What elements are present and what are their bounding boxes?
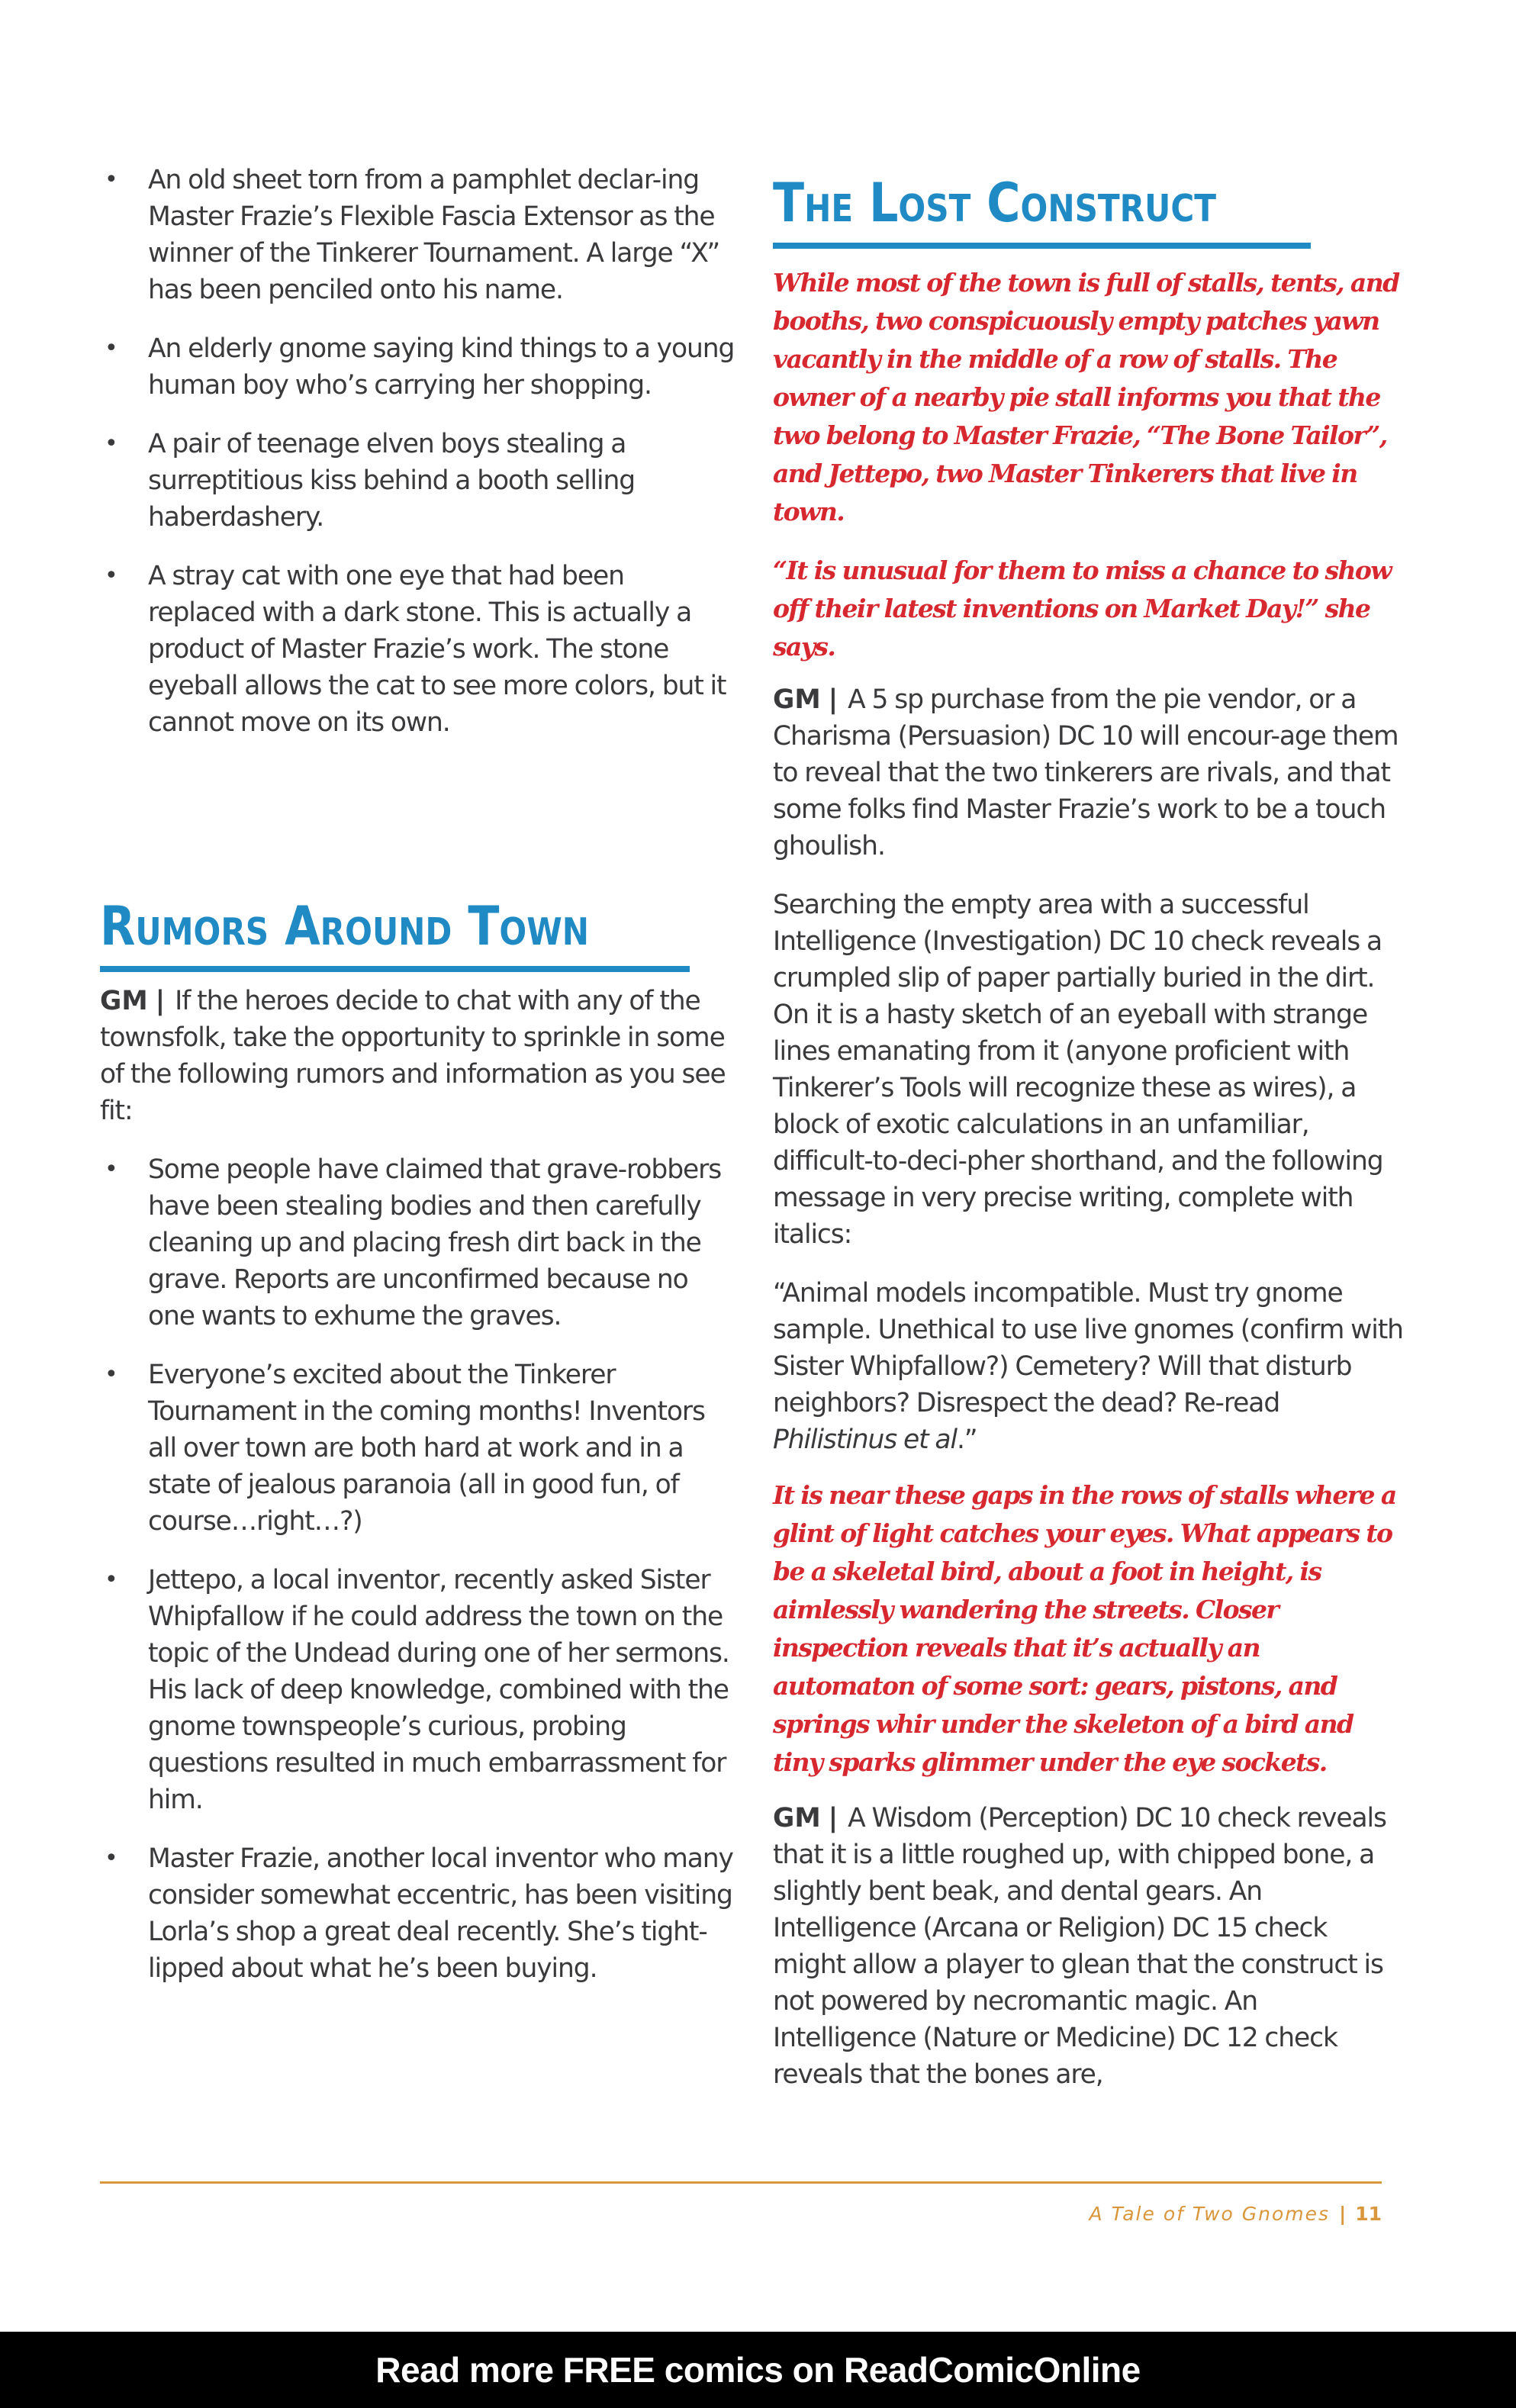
rumors-section (100, 895, 733, 2009)
footer-book-title: A Tale of Two Gnomes (1089, 2203, 1331, 2225)
list-item-text: Jettepo, a local inventor, recently asked Sister Whipfallow if he could address the town on the topic of the Undead during one of her sermons. His lack of deep knowledge, combined with the gnome townspeople’s curious, probing questions resulted in much embarrassment for him. (148, 1565, 729, 1815)
gm-note (773, 1800, 1406, 2093)
note-quote-citation: Philistinus et al (773, 1425, 957, 1455)
list-item-text: Some people have claimed that grave-robbers have been stealing bodies and then carefully cleaning up and placing fresh dirt back in the grave. Reports are unconfirmed because no one wants to exhume the graves. (148, 1154, 722, 1331)
read-aloud-text: “It is unusual for them to miss a chance to show off their latest inventions on Market Day!” she says. (773, 555, 1392, 662)
page-number: 11 (1355, 2203, 1382, 2225)
gm-label: GM (773, 684, 821, 715)
gm-separator: | (828, 1803, 838, 1833)
list-item (105, 1562, 733, 1818)
bullet-icon: • (105, 1566, 117, 1593)
footer-separator: | (1339, 2203, 1347, 2225)
note-quote (773, 1275, 1406, 1458)
bullet-icon: • (105, 1156, 117, 1183)
section-heading-rumors: Rumors Around Town (100, 895, 590, 958)
list-item-text: An old sheet torn from a pamphlet declar-ing Master Frazie’s Flexible Fascia Extensor as the winner of the Tinkerer Tournament. A large “X” has been penciled onto his name. (148, 165, 720, 305)
bullet-icon: • (105, 430, 117, 457)
gm-label: GM (773, 1803, 821, 1833)
heading-underline (100, 966, 690, 972)
promo-banner[interactable] (0, 2332, 1516, 2408)
right-column (773, 172, 1406, 2093)
list-item-text: A pair of teenage elven boys stealing a surreptitious kiss behind a booth selling haberdashery. (148, 429, 636, 533)
bullet-icon: • (105, 166, 117, 193)
bullet-icon: • (105, 1361, 117, 1388)
scene-details-list (105, 162, 738, 763)
bullet-icon: • (105, 335, 117, 362)
list-item (105, 330, 738, 404)
list-item-text: Everyone’s excited about the Tinkerer Tournament in the coming months! Inventors all over town are both hard at work and in a state of jealous paranoia (all in good fun, of course…right…?) (148, 1360, 705, 1537)
list-item (105, 558, 738, 741)
list-item-text: Master Frazie, another local inventor who many consider somewhat eccentric, has been visiting Lorla’s shop a great deal recently. She’s tight-lipped about what he’s been buying. (148, 1843, 733, 1984)
search-paragraph: Searching the empty area with a successful Intelligence (Investigation) DC 10 check reveals a crumpled slip of paper partially buried in the dirt. On it is a hasty sketch of an eyeball with strange lines emanating from it (anyone proficient with Tinkerer’s Tools will recognize these as wires), a block of exotic calculations in an unfamiliar, difficult-to-deci-pher shorthand, and the following message in very precise writing, complete with italics: (773, 890, 1383, 1250)
promo-banner-text[interactable]: Read more FREE comics on ReadComicOnline (375, 2350, 1141, 2390)
gm-separator: | (155, 986, 165, 1016)
note-quote-end: .” (956, 1425, 977, 1455)
gm-note-text: If the heroes decide to chat with any of the townsfolk, take the opportunity to sprinkle in some of the following rumors and information as you see fit: (100, 986, 726, 1126)
heading-underline (773, 243, 1311, 249)
bullet-icon: • (105, 562, 117, 589)
section-heading-lost-construct: The Lost Construct (773, 172, 1217, 234)
note-quote-text: “Animal models incompatible. Must try gnome sample. Unethical to use live gnomes (confirm with Sister Whipfallow?) Cemetery? Will that disturb neighbors? Disrespect the dead? Re-read (773, 1278, 1403, 1418)
read-aloud-text: While most of the town is full of stalls, tents, and booths, two conspicuously empty patches yawn vacantly in the middle of a row of stalls. The owner of a nearby pie stall informs you that the two belong to Master Frazie, “The Bone Tailor”, and Jettepo, two Master Tinkerers that live in town. (773, 268, 1399, 526)
list-item-text: An elderly gnome saying kind things to a young human boy who’s carrying her shopping. (148, 333, 735, 401)
list-item-text: A stray cat with one eye that had been replaced with a dark stone. This is actually a product of Master Frazie’s work. The stone eyeball allows the cat to see more colors, but it cannot move on its own. (148, 561, 726, 738)
gm-note (773, 681, 1406, 864)
bullet-icon: • (105, 1845, 117, 1872)
gm-note-text: A Wisdom (Perception) DC 10 check reveals that it is a little roughed up, with chipped bone, a slightly bent beak, and dental gears. An Intelligence (Arcana or Religion) DC 15 check might allow a player to glean that the construct is not powered by necromantic magic. An Intelligence (Nature or Medicine) DC 12 check reveals that the bones are, (773, 1803, 1386, 2090)
list-item (105, 426, 738, 536)
rumors-list (100, 1151, 733, 1987)
list-item (105, 1357, 733, 1540)
list-item (105, 1151, 733, 1334)
list-item (105, 1840, 733, 1987)
gm-note-rumors (100, 983, 733, 1129)
gm-label: GM (100, 986, 148, 1016)
list-item (105, 162, 738, 308)
footer-divider (100, 2181, 1382, 2184)
read-aloud-text: It is near these gaps in the rows of stalls where a glint of light catches your eyes. What appears to be a skeletal bird, about a foot in height, is aimlessly wandering the streets. Closer inspection reveals that it’s actually an automaton of some sort: gears, pistons, and springs whir under the skeleton of a bird and tiny sparks glimmer under the eye sockets. (773, 1480, 1396, 1777)
gm-note-text: A 5 sp purchase from the pie vendor, or a Charisma (Persuasion) DC 10 will encour-age them to reveal that the two tinkerers are rivals, and that some folks find Master Frazie’s work to be a touch ghoulish. (773, 684, 1399, 861)
page-footer (1090, 2203, 1382, 2225)
gm-separator: | (828, 684, 838, 715)
